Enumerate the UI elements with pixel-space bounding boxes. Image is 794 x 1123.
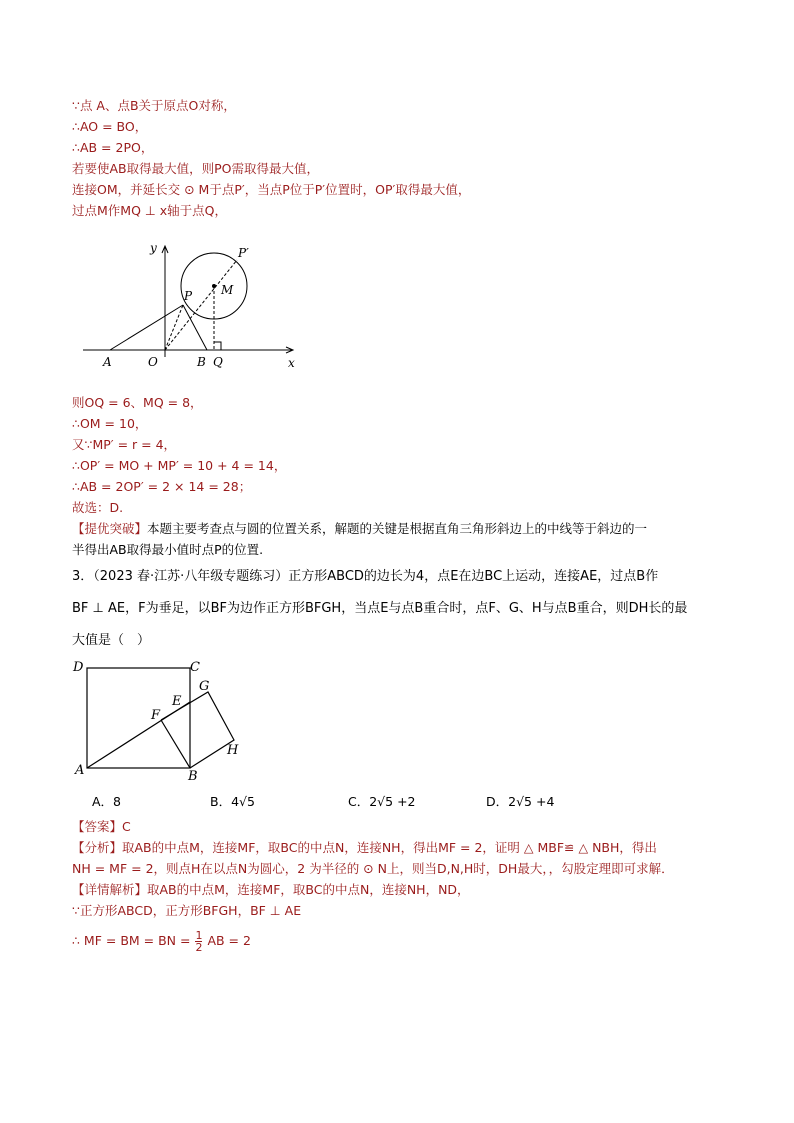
fraction-half xyxy=(195,930,202,953)
detail-line-2: ∵正方形ABCD，正方形BFGH，BF ⊥ AE xyxy=(72,903,302,918)
solution-line-3: ∴AB = 2PO， xyxy=(72,140,154,155)
fig2-label-D: D xyxy=(73,660,84,675)
solution-line-2: ∴AO = BO， xyxy=(72,119,148,134)
option-d: D．2√5 +4 xyxy=(486,794,555,809)
fig1-label-M: M xyxy=(221,283,234,297)
fig1-label-O: O xyxy=(148,355,158,369)
solution-line-6: 过点M作MQ ⊥ x轴于点Q， xyxy=(72,203,227,218)
solution-line-12: 故选：D. xyxy=(72,500,124,515)
question-line-1: 3．（2023 春·江苏·八年级专题练习）正方形ABCD的边长为4，点E在边BC上运动，连接AE，过点B作 xyxy=(72,569,659,584)
fig2-label-A: A xyxy=(75,763,85,778)
solution-line-1: ∵点 A、点B关于原点O对称， xyxy=(72,98,236,113)
detail-line-1: 【详情解析】取AB的中点M，连接MF，取BC的中点N，连接NH，ND， xyxy=(72,882,470,897)
fig1-label-Pprime: P′ xyxy=(238,246,249,260)
option-b: B．4√5 xyxy=(210,794,255,809)
tip-line-2: 半得出AB取得最小值时点P的位置. xyxy=(72,542,264,557)
analysis-line-2: NH = MF = 2，则点H在以点N为圆心，2 为半径的 ⊙ N上，则当D,N,H时，DH最大，，勾股定理即可求解． xyxy=(72,861,674,876)
solution-line-4: 若要使AB取得最大值，则PO需取得最大值， xyxy=(72,161,320,176)
fig2-label-B: B xyxy=(188,769,198,784)
fig1-label-B: B xyxy=(197,355,206,369)
option-c: C．2√5 +2 xyxy=(348,794,416,809)
fig2-label-C: C xyxy=(190,660,200,675)
fig2-label-G: G xyxy=(199,679,210,694)
detail-line-3 xyxy=(72,928,251,954)
fraction-numerator: 1 xyxy=(195,929,203,942)
fig2-label-E: E xyxy=(172,694,182,709)
solution-line-8: ∴OM = 10， xyxy=(72,416,148,431)
fraction-denominator: 2 xyxy=(195,941,203,954)
fig1-label-A: A xyxy=(103,355,112,369)
option-a: A．8 xyxy=(92,794,122,809)
tip-line-1 xyxy=(72,521,647,537)
fig2-label-H: H xyxy=(227,743,239,758)
question-line-3: 大值是（ ） xyxy=(72,633,151,648)
fig1-label-x: x xyxy=(288,356,295,370)
detail-3-suffix: AB = 2 xyxy=(207,933,251,948)
solution-line-9: 又∵MP′ = r = 4， xyxy=(72,437,177,452)
answer-line: 【答案】C xyxy=(72,819,131,834)
coordinate-circle-figure xyxy=(78,232,308,372)
solution-line-7: 则OQ = 6、MQ = 8， xyxy=(72,395,203,410)
detail-3-prefix: ∴ MF = BM = BN = xyxy=(72,933,191,948)
fig1-label-P: P xyxy=(184,289,193,303)
solution-line-5: 连接OM，并延长交 ⊙ M于点P′，当点P位于P′位置时，OP′取得最大值， xyxy=(72,182,471,197)
fig1-label-y: y xyxy=(150,241,157,255)
solution-line-10: ∴OP′ = MO + MP′ = 10 + 4 = 14， xyxy=(72,458,287,473)
question-line-2: BF ⊥ AE，F为垂足，以BF为边作正方形BFGH，当点E与点B重合时，点F、G、H与点B重合，则DH长的最 xyxy=(72,601,688,616)
tip-text-1: 本题主要考查点与圆的位置关系，解题的关键是根据直角三角形斜边上的中线等于斜边的一 xyxy=(147,521,648,536)
analysis-line-1: 【分析】取AB的中点M，连接MF，取BC的中点N，连接NH，得出MF = 2，证明 △ MBF≌ △ NBH，得出 xyxy=(72,840,657,855)
fig2-label-F: F xyxy=(151,708,161,723)
fig1-label-Q: Q xyxy=(213,355,223,369)
tip-tag: 【提优突破】 xyxy=(72,521,148,536)
solution-line-11: ∴AB = 2OP′ = 2 × 14 = 28； xyxy=(72,479,252,494)
square-figure xyxy=(72,656,247,784)
